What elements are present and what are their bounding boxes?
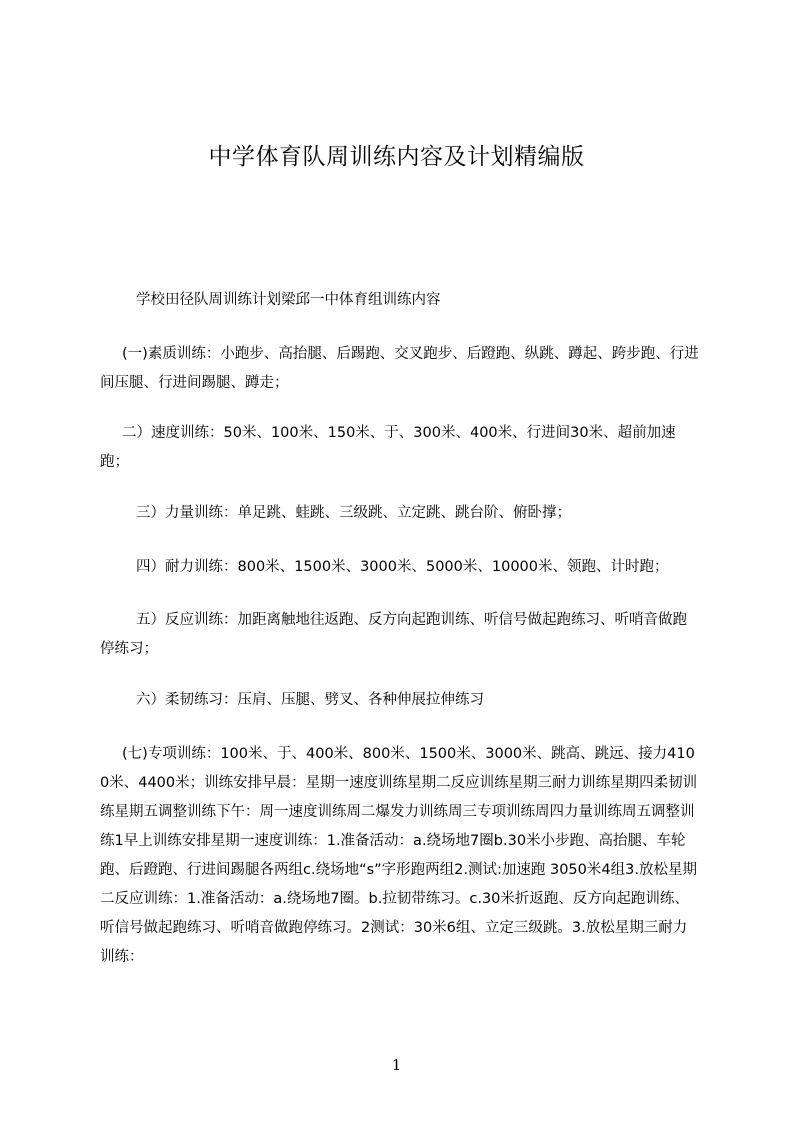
paragraph-quality-training: (一)素质训练：小跑步、高抬腿、后踢跑、交叉跑步、后蹬跑、纵跳、蹲起、跨步跑、行进间压腿、行进间踢腿、蹲走； xyxy=(100,346,699,391)
page-title: 中学体育队周训练内容及计划精编版 xyxy=(208,144,585,170)
paragraph-flexibility-training: 六）柔韧练习：压肩、压腿、劈叉、各种伸展拉伸练习 xyxy=(136,692,484,708)
paragraph-strength-training: 三）力量训练：单足跳、蛙跳、三级跳、立定跳、跳台阶、俯卧撑； xyxy=(136,505,571,521)
intro-paragraph: 学校田径队周训练计划梁邱一中体育组训练内容 xyxy=(136,292,441,308)
page-number: 1 xyxy=(391,1056,402,1074)
paragraph-reaction-training: 五）反应训练：加距离触地往返跑、反方向起跑训练、听信号做起跑练习、听哨音做跑停练习； xyxy=(100,612,687,657)
paragraph-endurance-training: 四）耐力训练：800米、1500米、3000米、5000米、10000米、领跑、计时跑； xyxy=(136,559,669,575)
paragraph-special-training: (七)专项训练：100米、于、400米、800米、1500米、3000米、跳高、跳远、接力4100米、4400米；训练安排早晨：星期一速度训练星期二反应训练星期三耐力训练星期四柔韧训练星期五调整训练下午：周一速度训练周二爆发力训练周三专项训练周四力量训练周五调整训练1早上训练安排星期一速度训练：1.准备活动：a.绕场地7圈b.30米小步跑、高抬腿、车轮跑、后蹬跑、行进间踢腿各两组c.绕场地“s”字形跑两组2.测试:加速跑 3050米4组3.放松星期二反应训练：1.准备活动：a.绕场地7圈。b.拉韧带练习。c.30米折返跑、反方向起跑训练、听信号做起跑练习、听哨音做跑停练习。2测试：30米6组、立定三级跳。3.放松星期三耐力训练： xyxy=(100,746,698,965)
paragraph-speed-training: 二）速度训练：50米、100米、150米、于、300米、400米、行进间30米、超前加速跑； xyxy=(100,425,676,470)
